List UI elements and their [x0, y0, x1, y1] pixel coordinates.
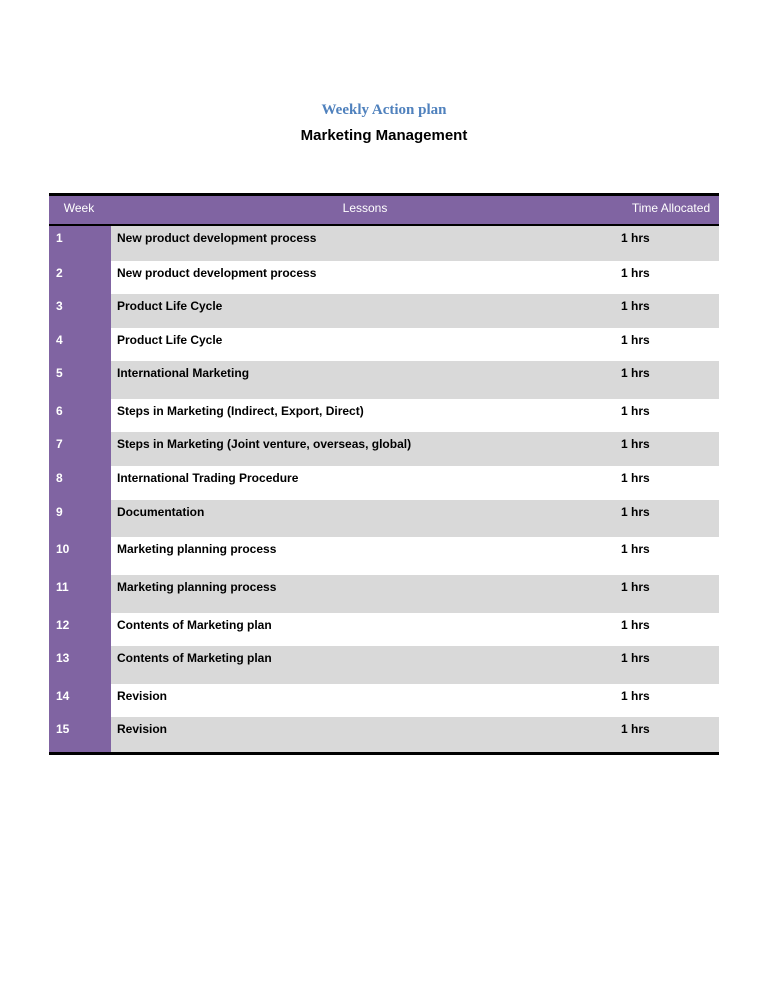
table-row: [49, 613, 719, 646]
lesson-cell: Product Life Cycle: [111, 328, 619, 361]
table-row: [49, 261, 719, 294]
table-row: [49, 646, 719, 684]
lesson-cell: New product development process: [111, 261, 619, 294]
document-title: Weekly Action plan: [321, 102, 447, 118]
time-cell: 1 hrs: [619, 466, 719, 500]
week-cell: 4: [49, 328, 111, 361]
lesson-cell: International Marketing: [111, 361, 619, 399]
time-cell: 1 hrs: [619, 575, 719, 613]
table-row: [49, 361, 719, 399]
time-cell: 1 hrs: [619, 361, 719, 399]
week-cell: 14: [49, 684, 111, 717]
week-cell: 8: [49, 466, 111, 500]
week-cell: 7: [49, 432, 111, 466]
time-cell: 1 hrs: [619, 261, 719, 294]
lesson-cell: Product Life Cycle: [111, 294, 619, 328]
week-cell: 10: [49, 537, 111, 575]
header-lessons: Lessons: [342, 201, 388, 215]
table-row: [49, 684, 719, 717]
table-row: [49, 328, 719, 361]
time-cell: 1 hrs: [619, 294, 719, 328]
table-row: [49, 575, 719, 613]
week-cell: 13: [49, 646, 111, 684]
lesson-cell: New product development process: [111, 226, 619, 261]
table-row: [49, 466, 719, 500]
document-subtitle: Marketing Management: [300, 127, 468, 144]
lesson-cell: Contents of Marketing plan: [111, 646, 619, 684]
lesson-cell: International Trading Procedure: [111, 466, 619, 500]
week-cell: 5: [49, 361, 111, 399]
table-header-row: [49, 196, 719, 226]
header-time-allocated: Time Allocated: [631, 201, 711, 215]
time-cell: 1 hrs: [619, 432, 719, 466]
time-cell: 1 hrs: [619, 613, 719, 646]
week-cell: 12: [49, 613, 111, 646]
table-row: [49, 717, 719, 752]
header-week: Week: [63, 201, 95, 215]
week-cell: 6: [49, 399, 111, 432]
table-row: [49, 294, 719, 328]
week-cell: 9: [49, 500, 111, 537]
week-cell: 2: [49, 261, 111, 294]
table-row: [49, 226, 719, 261]
table-row: [49, 432, 719, 466]
time-cell: 1 hrs: [619, 328, 719, 361]
time-cell: 1 hrs: [619, 500, 719, 537]
table-row: [49, 399, 719, 432]
time-cell: 1 hrs: [619, 646, 719, 684]
week-cell: 15: [49, 717, 111, 752]
weekly-plan-table: [49, 193, 719, 755]
week-cell: 11: [49, 575, 111, 613]
week-cell: 3: [49, 294, 111, 328]
time-cell: 1 hrs: [619, 537, 719, 575]
lesson-cell: Steps in Marketing (Indirect, Export, Direct): [111, 399, 619, 432]
time-cell: 1 hrs: [619, 226, 719, 261]
lesson-cell: Contents of Marketing plan: [111, 613, 619, 646]
week-cell: 1: [49, 226, 111, 261]
lesson-cell: Revision: [111, 717, 619, 752]
table-row: [49, 500, 719, 537]
lesson-cell: Revision: [111, 684, 619, 717]
time-cell: 1 hrs: [619, 684, 719, 717]
lesson-cell: Steps in Marketing (Joint venture, overseas, global): [111, 432, 619, 466]
time-cell: 1 hrs: [619, 717, 719, 752]
lesson-cell: Documentation: [111, 500, 619, 537]
time-cell: 1 hrs: [619, 399, 719, 432]
lesson-cell: Marketing planning process: [111, 575, 619, 613]
lesson-cell: Marketing planning process: [111, 537, 619, 575]
table-row: [49, 537, 719, 575]
